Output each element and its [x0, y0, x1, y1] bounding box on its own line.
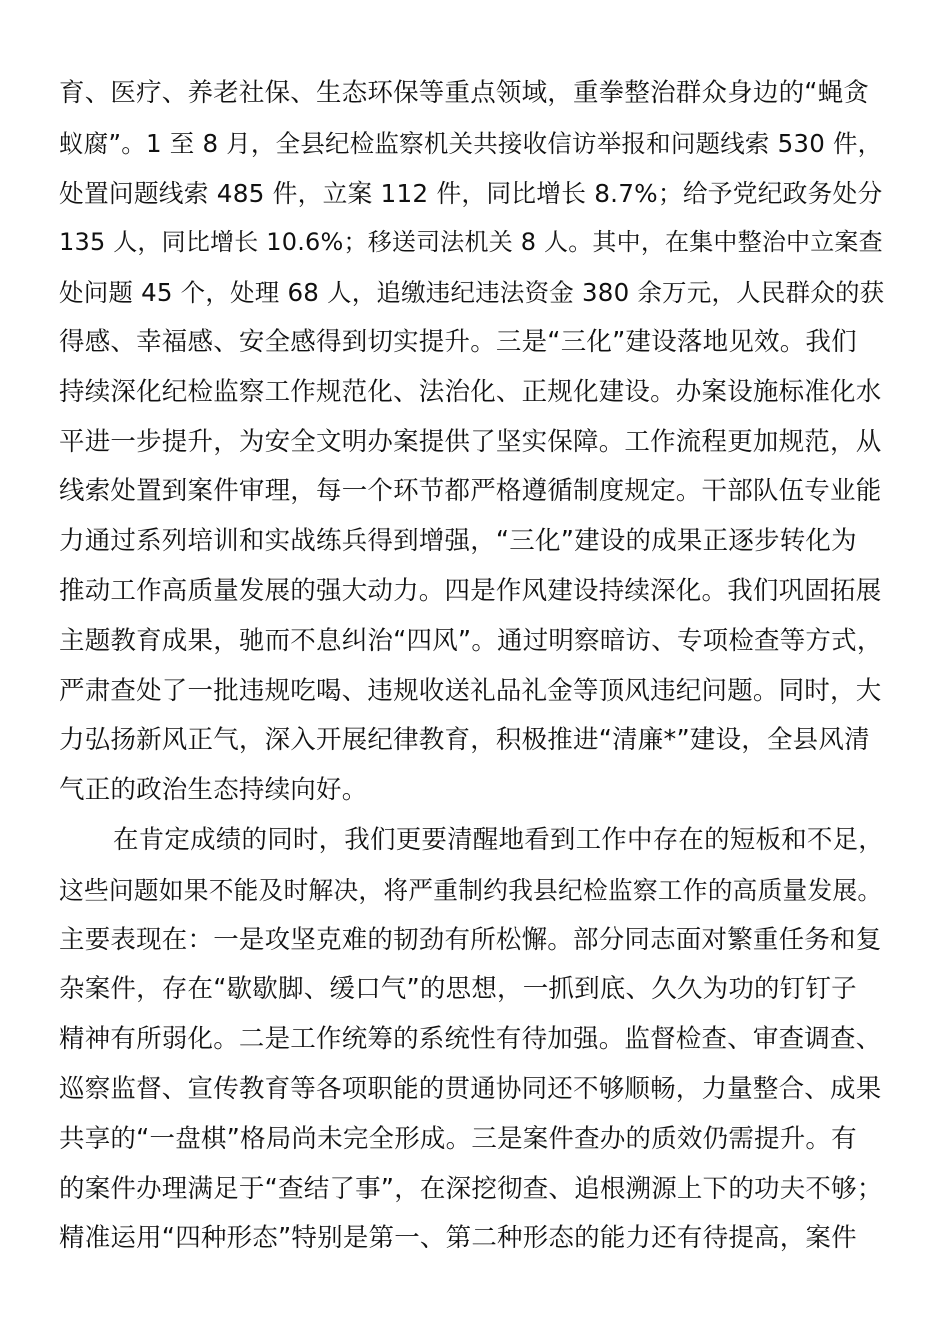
paragraph-achievements: [59, 69, 889, 816]
text-line: 135 人，同比增长 10.6%；移送司法机关 8 人。其中，在集中整治中立案查: [59, 228, 883, 257]
text-line: 的案件办理满足于“查结了事”，在深挖彻查、追根溯源上下的功夫不够；: [59, 1173, 883, 1204]
text-line: 力弘扬新风正气，深入开展纪律教育，积极推进“清廉*”建设，全县风清: [59, 725, 870, 756]
text-line: 持续深化纪检监察工作规范化、法治化、正规化建设。办案设施标准化水: [59, 376, 882, 407]
text-line: 气正的政治生态持续向好。: [59, 775, 368, 806]
text-line: 严肃查处了一批违规吃喝、违规收送礼品礼金等顶风违纪问题。同时，大: [59, 675, 882, 706]
text-line: 精准运用“四种形态”特别是第一、第二种形态的能力还有待提高，案件: [59, 1223, 857, 1254]
text-line: 平进一步提升，为安全文明办案提供了坚实保障。工作流程更加规范，从: [59, 426, 882, 457]
text-line: 巡察监督、宣传教育等各项职能的贯通协同还不够顺畅，力量整合、成果: [59, 1073, 882, 1104]
text-line: 蚁腐”。1 至 8 月，全县纪检监察机关共接收信访举报和问题线索 530 件，: [59, 128, 883, 158]
text-line: 推动工作高质量发展的强大动力。四是作风建设持续深化。我们巩固拓展: [59, 575, 882, 606]
paragraph-shortcomings: [59, 816, 889, 1264]
text-line: 力通过系列培训和实战练兵得到增强，“三化”建设的成果正逐步转化为: [59, 526, 857, 557]
text-line: 精神有所弱化。二是工作统筹的系统性有待加强。监督检查、审查调查、: [59, 1024, 882, 1055]
text-line: 共享的“一盘棋”格局尚未完全形成。三是案件查办的质效仍需提升。有: [59, 1123, 857, 1154]
text-line: 处问题 45 个，处理 68 人，追缴违纪违法资金 380 余万元，人民群众的获: [59, 278, 885, 308]
text-line: 处置问题线索 485 件，立案 112 件，同比增长 8.7%；给予党纪政务处分: [59, 178, 883, 208]
text-line: 得感、幸福感、安全感得到切实提升。三是“三化”建设落地见效。我们: [59, 326, 857, 357]
text-line: 杂案件，存在“歇歇脚、缓口气”的思想，一抓到底、久久为功的钉钉子: [59, 974, 857, 1005]
text-line: 线索处置到案件审理，每一个环节都严格遵循制度规定。干部队伍专业能: [59, 476, 882, 507]
text-line: 这些问题如果不能及时解决，将严重制约我县纪检监察工作的高质量发展。: [59, 875, 883, 905]
body-text: [59, 69, 889, 1264]
text-line: 育、医疗、养老社保、生态环保等重点领域，重拳整治群众身边的“蝇贪: [59, 78, 870, 108]
text-line: 主题教育成果，驰而不息纠治“四风”。通过明察暗访、专项检查等方式，: [59, 625, 883, 656]
text-line: 在肯定成绩的同时，我们更要清醒地看到工作中存在的短板和不足，: [113, 824, 885, 855]
text-line: 主要表现在：一是攻坚克难的韧劲有所松懈。部分同志面对繁重任务和复: [59, 924, 882, 955]
